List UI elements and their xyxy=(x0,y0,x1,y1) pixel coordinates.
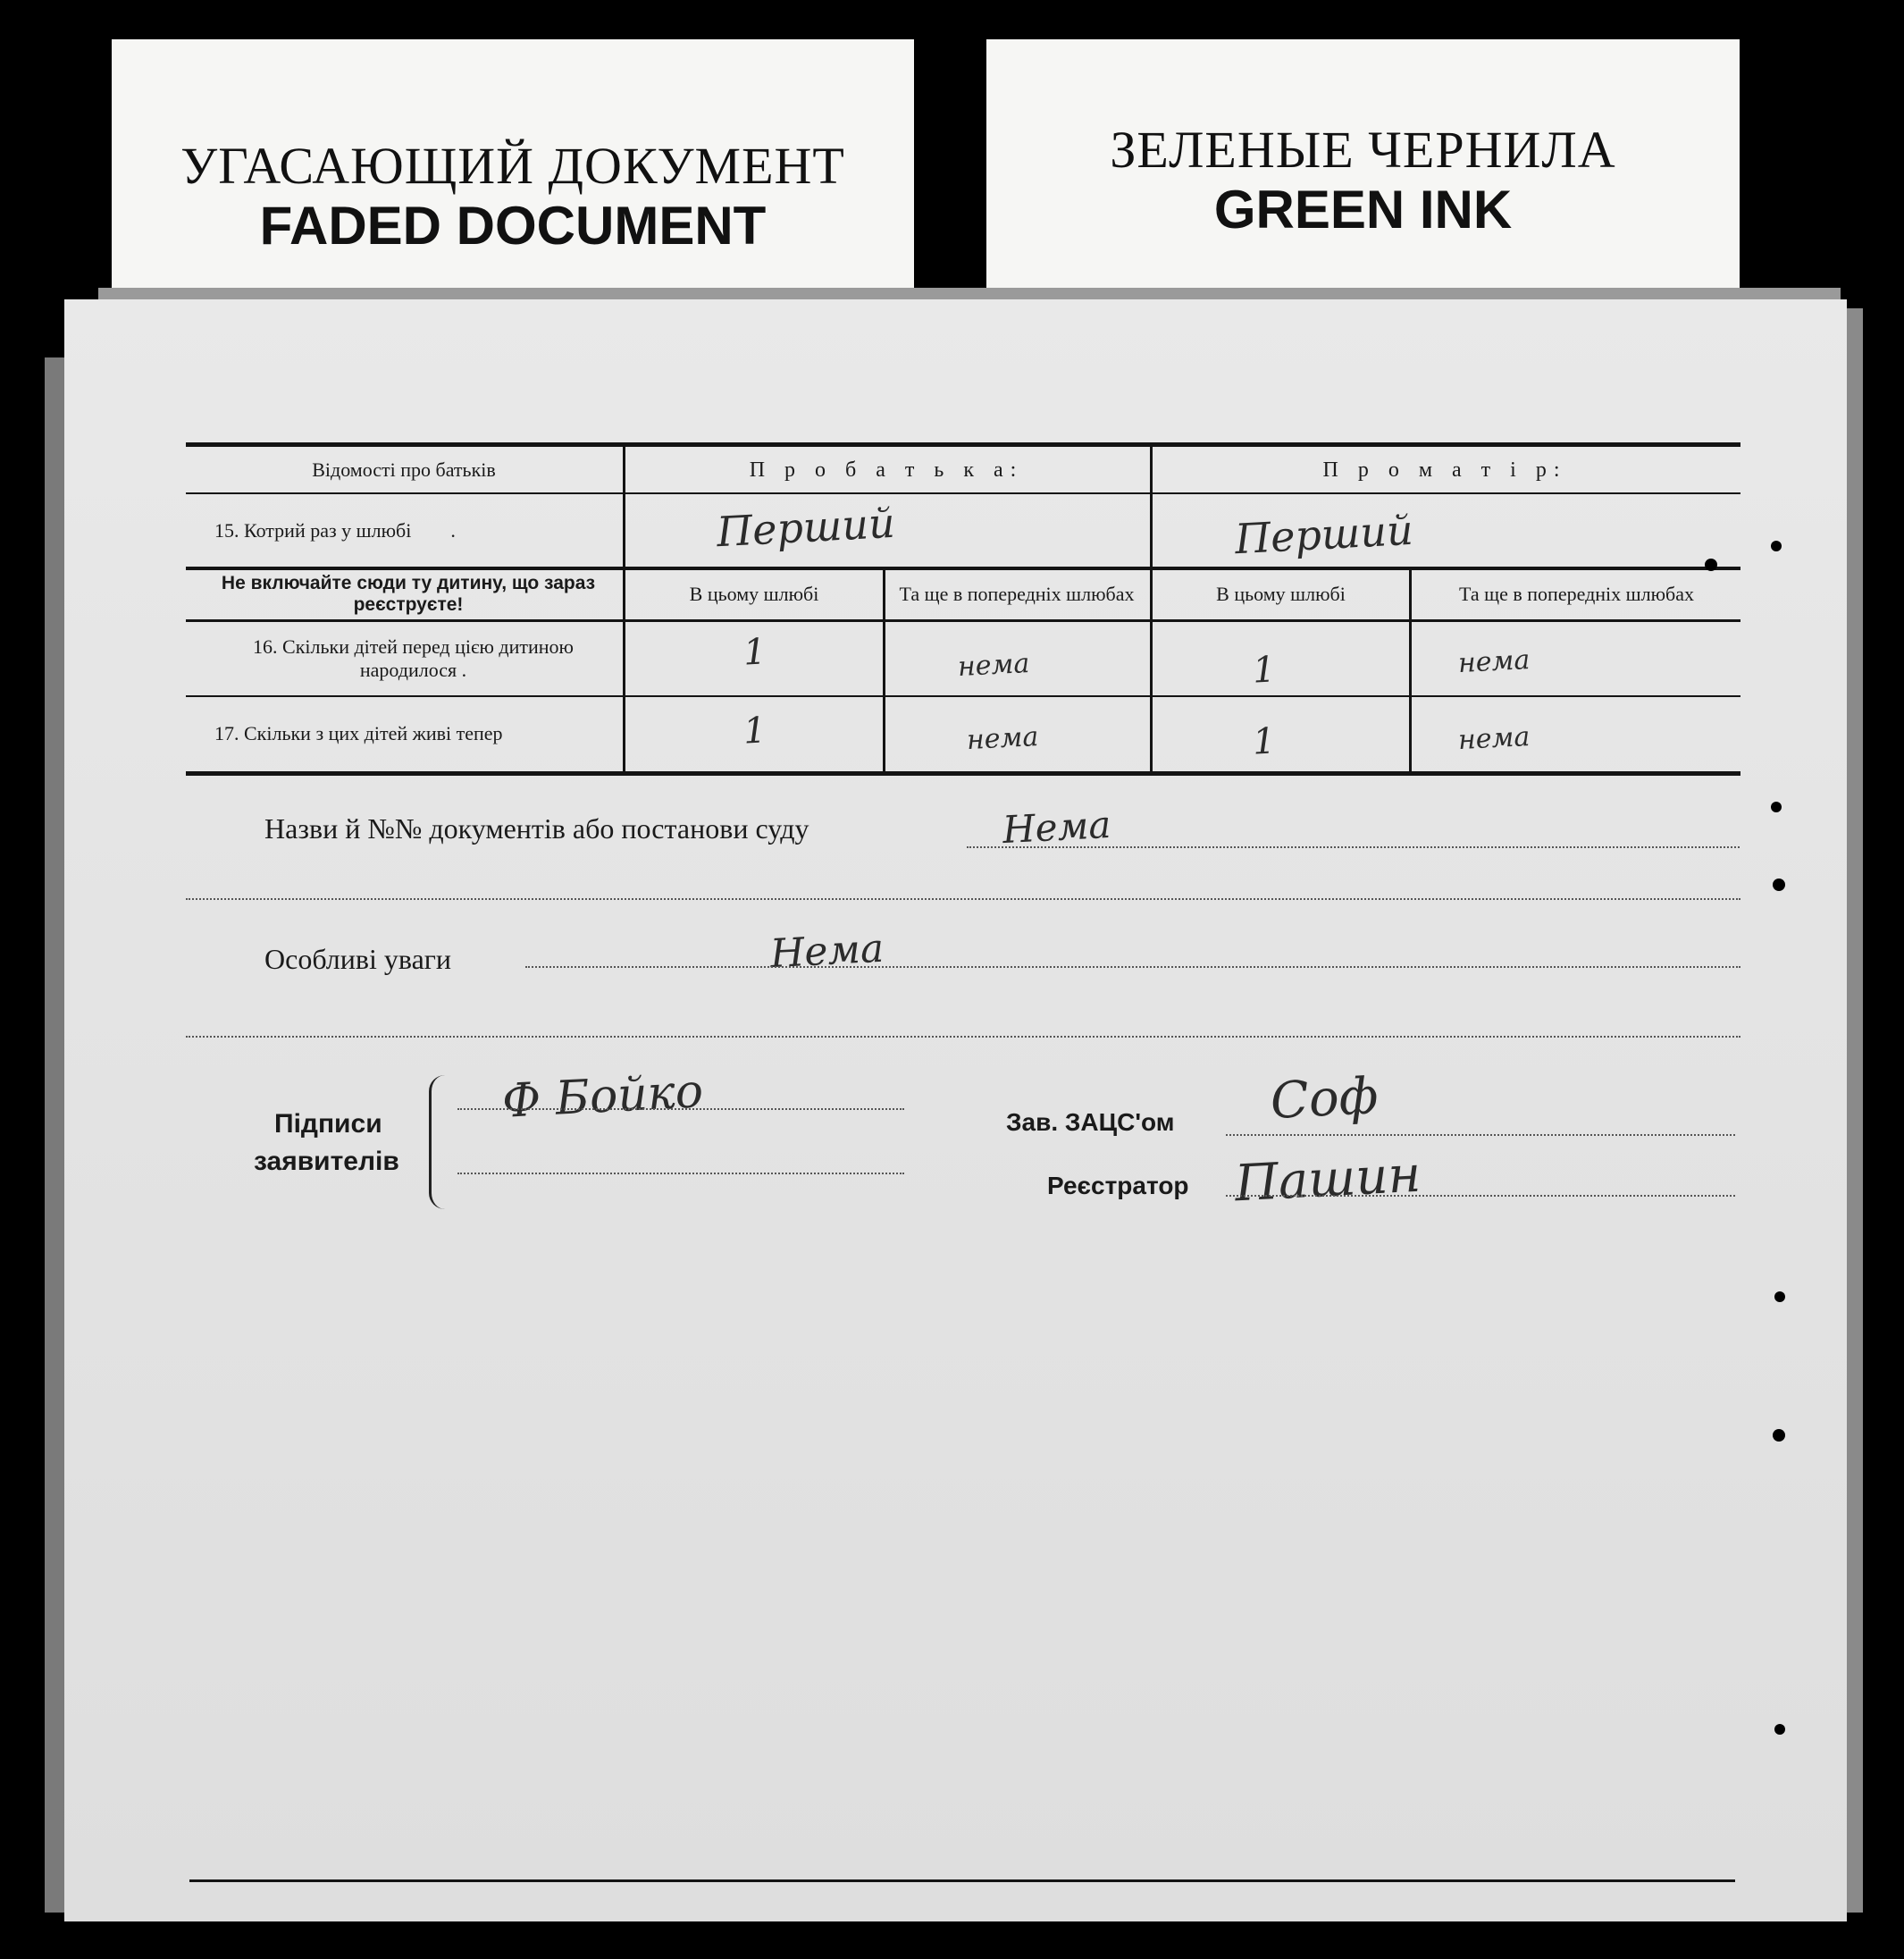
table-rule xyxy=(186,492,1740,494)
table-col-rule xyxy=(883,570,885,773)
documents-line-2 xyxy=(186,898,1740,900)
bottom-rule xyxy=(189,1879,1735,1882)
applicants-label-2: заявителів xyxy=(254,1147,399,1176)
documents-value: Нема xyxy=(1001,802,1112,853)
notes-line xyxy=(525,966,1740,968)
registrar-signature: Пашин xyxy=(1233,1145,1422,1214)
subheader-note: Не включайте сюди ту дитину, що зараз реєструєте! xyxy=(221,573,596,615)
page-stack-edge xyxy=(45,357,64,1913)
notes-label: Особливі уваги xyxy=(264,943,452,975)
document-sheet xyxy=(64,299,1847,1921)
punch-hole xyxy=(1773,1429,1785,1442)
head-label: Зав. ЗАЦС'ом xyxy=(1006,1108,1175,1136)
subheader-mother-prev: Та ще в попередніх шлюбах xyxy=(1459,583,1694,605)
row17-father-prev: нема xyxy=(966,720,1040,757)
subheader-father-this: В цьому шлюбі xyxy=(689,583,819,605)
table-rule xyxy=(186,695,1740,697)
punch-hole xyxy=(1771,802,1782,812)
subheader-father-prev: Та ще в попередніх шлюбах xyxy=(899,583,1135,605)
tag-en-text: FADED DOCUMENT xyxy=(259,196,767,256)
table-col-rule xyxy=(1150,447,1153,773)
punch-hole xyxy=(1773,879,1785,891)
header-mother: П р о м а т і р: xyxy=(1322,458,1567,482)
tag-ru-text: ЗЕЛЕНЫЕ ЧЕРНИЛА xyxy=(1110,121,1616,179)
notes-line-2 xyxy=(186,1036,1740,1038)
documents-label: Назви й №№ документів або постанови суду xyxy=(264,812,809,845)
table-col-rule xyxy=(623,447,625,773)
green-ink-tag xyxy=(986,39,1740,297)
table-rule xyxy=(186,619,1740,622)
row16-mother-this: 1 xyxy=(1251,649,1277,692)
row15-father-value: Перший xyxy=(715,498,896,557)
punch-hole xyxy=(1774,1291,1785,1302)
row17-mother-this: 1 xyxy=(1251,720,1277,763)
header-parents-info: Відомості про батьків xyxy=(312,458,496,481)
applicants-label-1: Підписи xyxy=(274,1109,382,1139)
subheader-mother-this: В цьому шлюбі xyxy=(1216,583,1346,605)
applicant-sign-line xyxy=(457,1108,904,1110)
applicant-signature: Ф Бойко xyxy=(500,1064,705,1129)
row15-mother-value: Перший xyxy=(1233,505,1414,564)
row16-father-prev: нема xyxy=(957,647,1031,684)
registrar-label: Реєстратор xyxy=(1047,1172,1189,1199)
row15-label: 15. Котрий раз у шлюбі . xyxy=(214,519,456,542)
page-stack-edge xyxy=(98,288,1841,300)
faded-document-tag xyxy=(112,39,914,297)
punch-hole xyxy=(1705,559,1717,571)
row17-mother-prev: нема xyxy=(1457,720,1531,757)
documents-line xyxy=(967,846,1740,848)
row17-father-this: 1 xyxy=(742,710,767,752)
head-sign-line xyxy=(1226,1134,1735,1136)
applicants-brace xyxy=(429,1075,448,1209)
punch-hole xyxy=(1774,1724,1785,1735)
head-signature: Соф xyxy=(1269,1066,1380,1131)
table-bottom-rule xyxy=(186,771,1740,776)
punch-hole xyxy=(1771,541,1782,551)
row17-label: 17. Скільки з цих дітей живі тепер xyxy=(214,722,503,744)
registrar-sign-line xyxy=(1226,1195,1735,1197)
row16-father-this: 1 xyxy=(742,631,767,674)
table-col-rule xyxy=(1409,570,1412,773)
row16-label: 16. Скільки дітей перед цією дитиною народилося . xyxy=(253,635,574,681)
applicant-sign-line-2 xyxy=(457,1173,904,1174)
table-top-rule xyxy=(186,442,1740,447)
row16-mother-prev: нема xyxy=(1457,643,1531,680)
notes-value: Нема xyxy=(768,925,885,978)
page-stack-edge xyxy=(1847,308,1863,1913)
tag-en-text: GREEN INK xyxy=(1213,180,1513,240)
header-father: П р о б а т ь к а: xyxy=(749,458,1024,482)
tag-ru-text: УГАСАЮЩИЙ ДОКУМЕНТ xyxy=(180,137,845,195)
